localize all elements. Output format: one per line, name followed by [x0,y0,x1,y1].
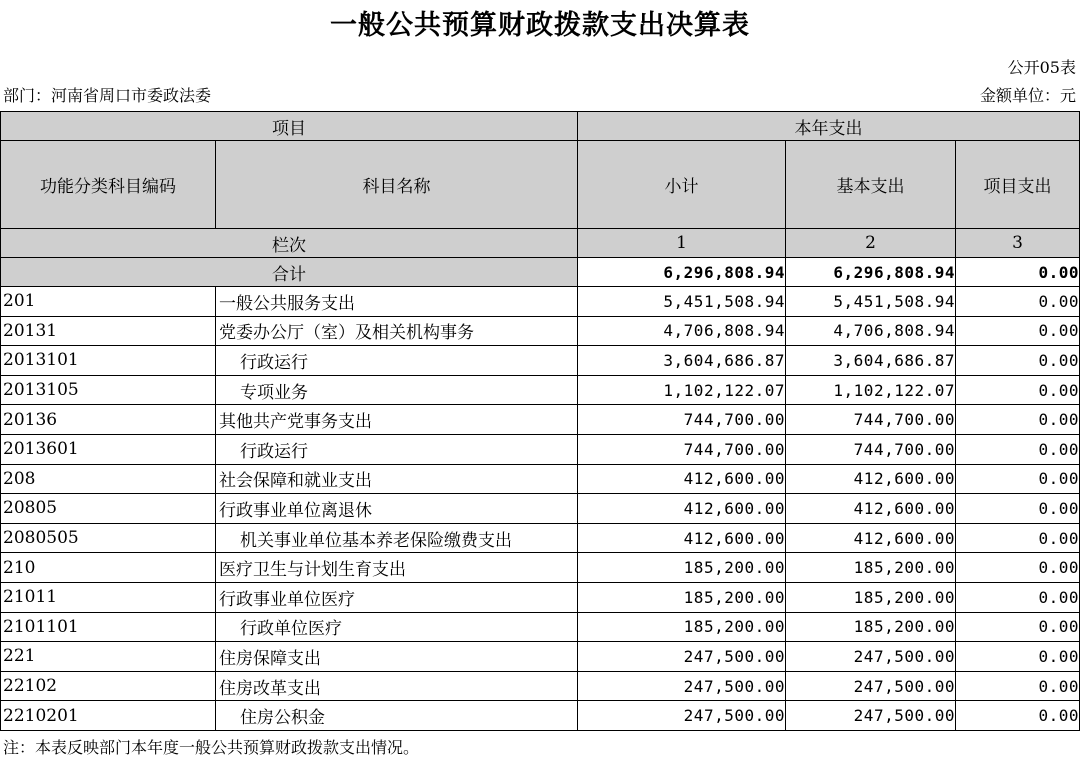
row-basic: 412,600.00 [786,523,956,553]
table-row [1,287,1080,317]
row-project: 0.00 [956,375,1080,405]
table-row [1,494,1080,524]
row-project: 0.00 [956,701,1080,731]
row-basic: 247,500.00 [786,701,956,731]
seq-1: 1 [578,229,786,258]
row-project: 0.00 [956,494,1080,524]
row-code: 208 [1,464,216,494]
row-subject-name: 社会保障和就业支出 [216,464,578,494]
row-subject-name: 党委办公厅（室）及相关机构事务 [216,316,578,346]
row-basic: 185,200.00 [786,553,956,583]
row-code: 2013101 [1,346,216,376]
row-subject-name: 医疗卫生与计划生育支出 [216,553,578,583]
row-code: 2013601 [1,434,216,464]
row-subject-name: 住房保障支出 [216,642,578,672]
row-subtotal: 185,200.00 [578,553,786,583]
header-subtotal: 小计 [578,141,786,229]
row-subject-name: 一般公共服务支出 [216,287,578,317]
row-subject-name: 住房改革支出 [216,671,578,701]
table-row [1,701,1080,731]
row-subtotal: 247,500.00 [578,671,786,701]
row-code: 22102 [1,671,216,701]
table-row [1,642,1080,672]
table-row [1,405,1080,435]
table-row [1,523,1080,553]
row-basic: 412,600.00 [786,464,956,494]
row-subtotal: 185,200.00 [578,582,786,612]
row-subtotal: 412,600.00 [578,523,786,553]
row-code: 2080505 [1,523,216,553]
row-project: 0.00 [956,464,1080,494]
row-subject-name: 专项业务 [216,375,578,405]
table-row [1,375,1080,405]
header-basic: 基本支出 [786,141,956,229]
row-basic: 3,604,686.87 [786,346,956,376]
row-project: 0.00 [956,671,1080,701]
expenditure-table [0,111,1080,731]
row-code: 2013105 [1,375,216,405]
page-title: 一般公共预算财政拨款支出决算表 [330,10,750,41]
total-subtotal: 6,296,808.94 [578,258,786,287]
seq-3: 3 [956,229,1080,258]
row-project: 0.00 [956,287,1080,317]
row-subject-name: 机关事业单位基本养老保险缴费支出 [216,523,578,553]
row-subtotal: 412,600.00 [578,494,786,524]
table-row [1,434,1080,464]
row-project: 0.00 [956,316,1080,346]
header-func-code: 功能分类科目编码 [1,141,216,229]
table-row [1,582,1080,612]
total-project: 0.00 [956,258,1080,287]
row-basic: 4,706,808.94 [786,316,956,346]
row-project: 0.00 [956,523,1080,553]
row-project: 0.00 [956,612,1080,642]
row-project: 0.00 [956,434,1080,464]
row-code: 2101101 [1,612,216,642]
row-subject-name: 行政事业单位医疗 [216,582,578,612]
row-project: 0.00 [956,582,1080,612]
row-project: 0.00 [956,553,1080,583]
footnote: 注：本表反映部门本年度一般公共预算财政拨款支出情况。 [3,738,420,757]
row-basic: 412,600.00 [786,494,956,524]
row-code: 21011 [1,582,216,612]
row-subtotal: 247,500.00 [578,642,786,672]
table-row [1,671,1080,701]
row-code: 201 [1,287,216,317]
row-subtotal: 3,604,686.87 [578,346,786,376]
row-subtotal: 185,200.00 [578,612,786,642]
total-basic: 6,296,808.94 [786,258,956,287]
row-project: 0.00 [956,642,1080,672]
row-basic: 1,102,122.07 [786,375,956,405]
row-subject-name: 行政单位医疗 [216,612,578,642]
row-basic: 247,500.00 [786,671,956,701]
seq-label: 栏次 [1,229,578,258]
total-row [1,258,1080,287]
form-number: 公开05表 [1007,58,1076,77]
row-subtotal: 1,102,122.07 [578,375,786,405]
seq-2: 2 [786,229,956,258]
table-row [1,553,1080,583]
table-row [1,346,1080,376]
row-subject-name: 行政运行 [216,434,578,464]
row-subtotal: 247,500.00 [578,701,786,731]
row-subject-name: 行政事业单位离退休 [216,494,578,524]
row-subtotal: 744,700.00 [578,405,786,435]
row-code: 2210201 [1,701,216,731]
row-project: 0.00 [956,405,1080,435]
row-code: 20131 [1,316,216,346]
row-code: 210 [1,553,216,583]
row-subtotal: 412,600.00 [578,464,786,494]
row-code: 20136 [1,405,216,435]
header-project: 项目支出 [956,141,1080,229]
table-row [1,612,1080,642]
row-subtotal: 744,700.00 [578,434,786,464]
department-label: 部门：河南省周口市委政法委 [3,86,212,105]
row-basic: 744,700.00 [786,434,956,464]
row-code: 20805 [1,494,216,524]
row-subject-name: 行政运行 [216,346,578,376]
amount-unit-label: 金额单位：元 [979,86,1076,105]
row-subtotal: 5,451,508.94 [578,287,786,317]
row-subject-name: 住房公积金 [216,701,578,731]
table-row [1,316,1080,346]
row-subject-name: 其他共产党事务支出 [216,405,578,435]
row-basic: 185,200.00 [786,612,956,642]
row-basic: 5,451,508.94 [786,287,956,317]
row-project: 0.00 [956,346,1080,376]
table-row [1,464,1080,494]
header-current-year-expenditure: 本年支出 [578,112,1080,141]
row-basic: 247,500.00 [786,642,956,672]
row-basic: 185,200.00 [786,582,956,612]
row-subtotal: 4,706,808.94 [578,316,786,346]
header-subject-name: 科目名称 [216,141,578,229]
row-basic: 744,700.00 [786,405,956,435]
total-label: 合计 [1,258,578,287]
row-code: 221 [1,642,216,672]
header-item: 项目 [1,112,578,141]
